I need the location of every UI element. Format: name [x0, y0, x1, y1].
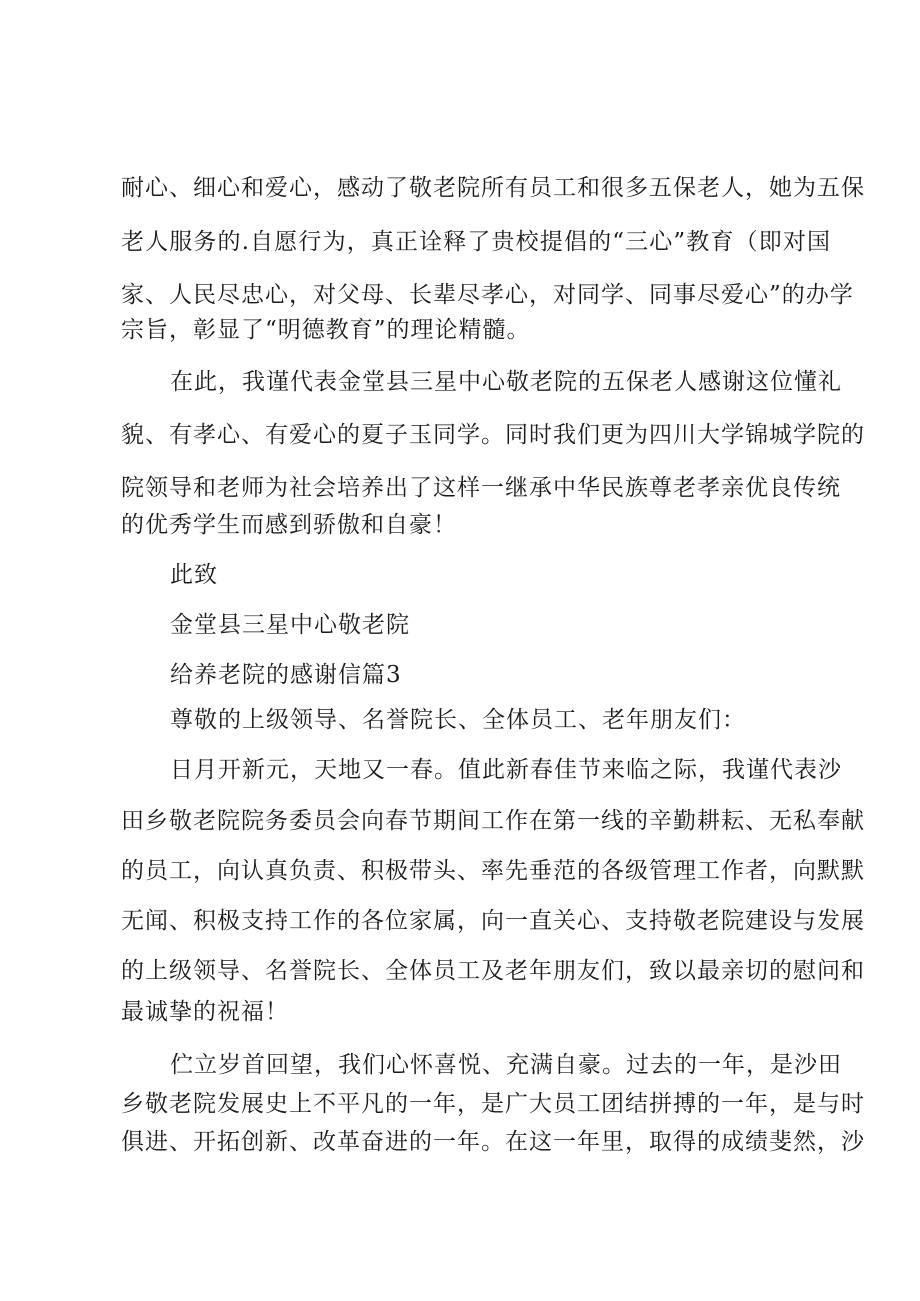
- text-line: 乡敬老院发展史上不平凡的一年，是广大员工团结拼搏的一年，是与时: [121, 1091, 865, 1117]
- text-line: 宗旨，彰显了“明德教育”的理论精髓。: [121, 317, 531, 343]
- text-line: 最诚挚的祝福！: [121, 999, 289, 1025]
- signature-organization: 金堂县三星中心敬老院: [170, 612, 410, 638]
- text-line: 的优秀学生而感到骄傲和自豪！: [121, 512, 457, 538]
- text-line: 的员工，向认真负责、积极带头、率先垂范的各级管理工作者，向默默: [121, 858, 865, 884]
- paragraph-first-line: 日月开新元，天地又一春。值此新春佳节来临之际，我谨代表沙: [170, 757, 842, 783]
- text-line: 院领导和老师为社会培养出了这样一继承中华民族尊老孝亲优良传统: [121, 475, 841, 501]
- text-line: 无闻、积极支持工作的各位家属，向一直关心、支持敬老院建设与发展: [121, 908, 865, 934]
- text-line: 貌、有孝心、有爱心的夏子玉同学。同时我们更为四川大学锦城学院的: [121, 422, 865, 448]
- text-line: 老人服务的.自愿行为，真正诠释了贵校提倡的“三心”教育（即对国: [121, 229, 831, 255]
- paragraph-first-line: 在此，我谨代表金堂县三星中心敬老院的五保老人感谢这位懂礼: [170, 369, 842, 395]
- letter-greeting: 尊敬的上级领导、名誉院长、全体员工、老年朋友们：: [170, 707, 746, 733]
- closing-salutation: 此致: [170, 562, 218, 588]
- text-line: 俱进、开拓创新、改革奋进的一年。在这一年里，取得的成绩斐然，沙: [121, 1129, 865, 1155]
- text-line: 田乡敬老院院务委员会向春节期间工作在第一线的辛勤耕耘、无私奉献: [121, 808, 865, 834]
- text-line: 耐心、细心和爱心，感动了敬老院所有员工和很多五保老人，她为五保: [121, 175, 865, 201]
- section-heading: 给养老院的感谢信篇3: [170, 662, 402, 688]
- text-line: 家、人民尽忠心，对父母、长辈尽孝心，对同学、同事尽爱心”的办学: [121, 282, 854, 308]
- text-line: 的上级领导、名誉院长、全体员工及老年朋友们，致以最亲切的慰问和: [121, 958, 865, 984]
- paragraph-first-line: 伫立岁首回望，我们心怀喜悦、充满自豪。过去的一年，是沙田: [170, 1052, 842, 1078]
